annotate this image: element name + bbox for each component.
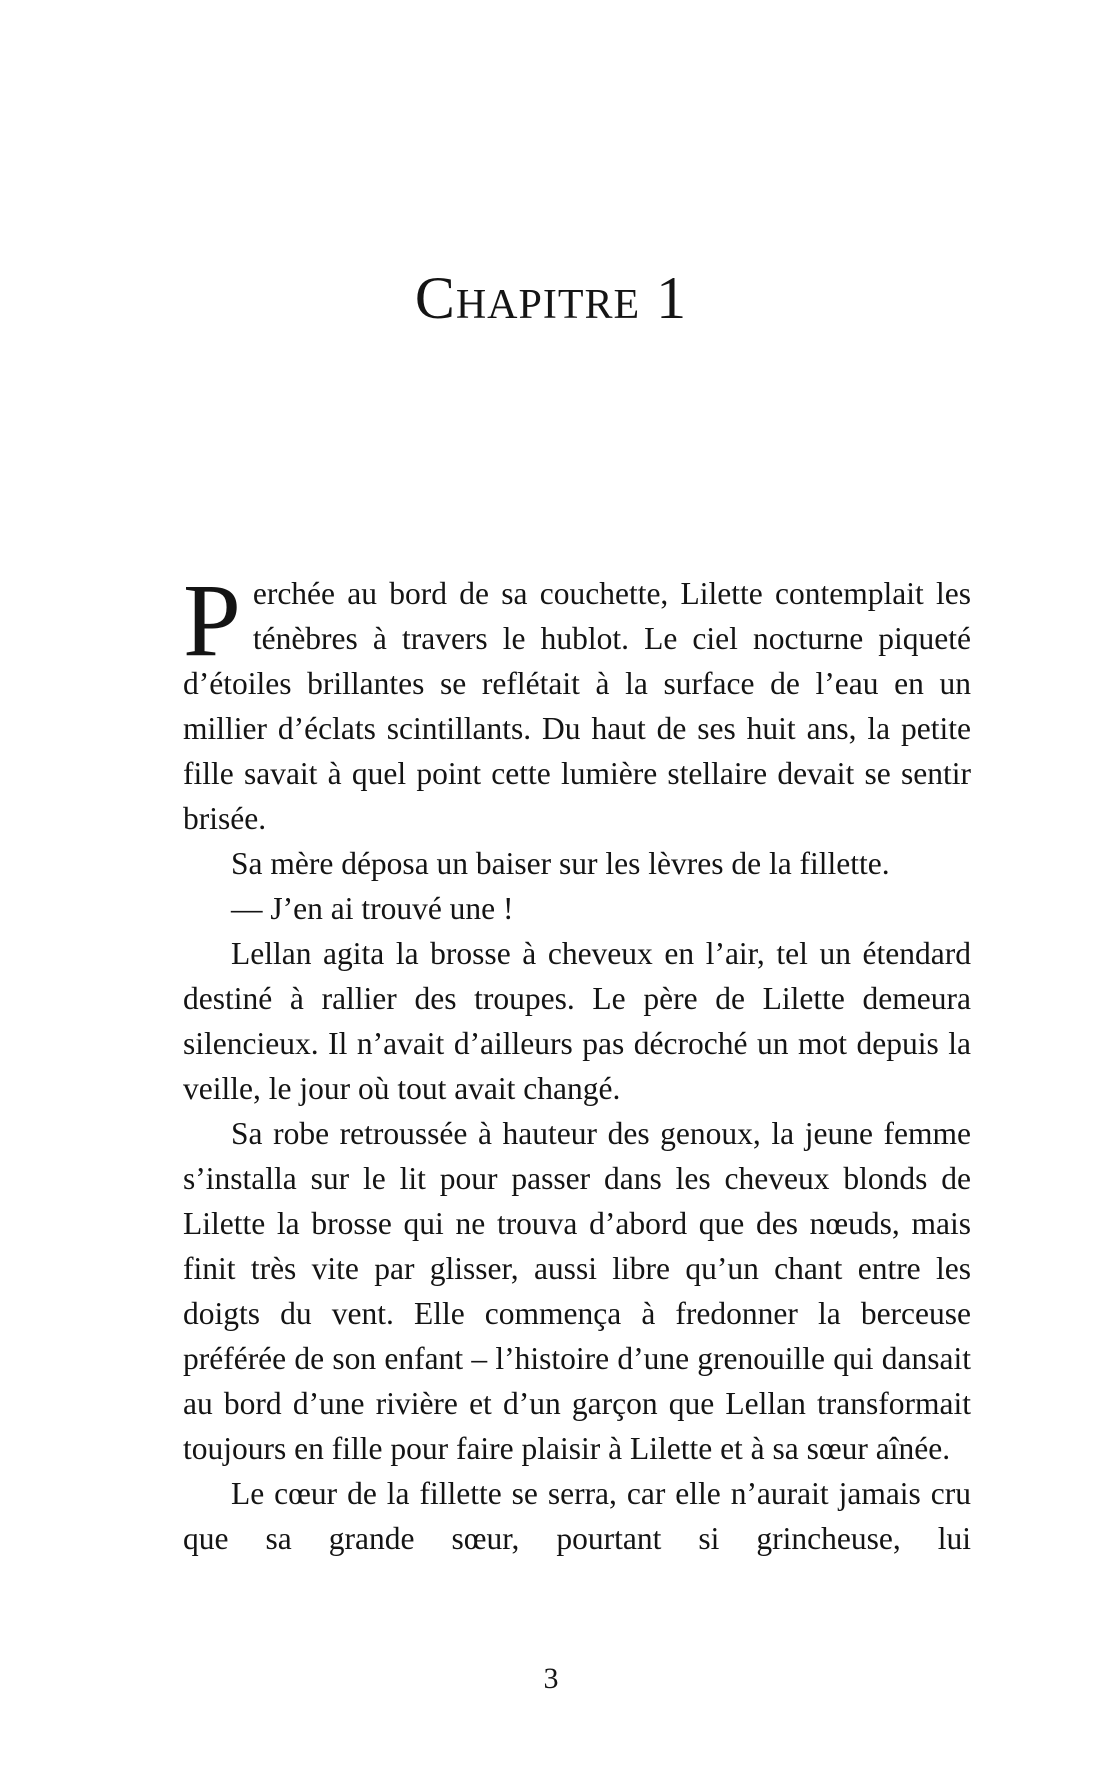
paragraph-1 [183,563,971,841]
chapter-title: Chapitre 1 [414,265,688,331]
paragraph-2: Sa mère déposa un baiser sur les lèvres de la fillette. [231,846,890,881]
paragraph-3-dialogue: — J’en ai trouvé une ! [231,891,514,926]
paragraph-4: Lellan agita la brosse à cheveux en l’air, tel un étendard destiné à rallier des troupes. Le père de Lilette demeura silencieux. Il n’avait d’ailleurs pas décroché un mot depuis la veille, le jour où tout avait changé. [183,936,971,1106]
drop-cap: P [183,563,241,678]
paragraph-5: Sa robe retroussée à hauteur des genoux, la jeune femme s’installa sur le lit pour passer dans les cheveux blonds de Lilette la brosse qui ne trouva d’abord que des nœuds, mais finit très vite par glisser, aussi libre qu’un chant entre les doigts du vent. Elle commença à fredonner la berceuse préférée de son enfant – l’histoire d’une grenouille qui dansait au bord d’une rivière et d’un garçon que Lellan transformait toujours en fille pour faire plaisir à Lilette et à sa sœur aînée. [183,1116,971,1466]
paragraph-1-text: erchée au bord de sa couchette, Lilette contemplait les ténèbres à travers le hublot. Le ciel nocturne piqueté d’étoiles brillantes se reflétait à la surface de l’eau en un millier d’éclats scintillants. Du haut de ses huit ans, la petite fille savait à quel point cette lumière stellaire devait se sentir brisée. [183,576,971,836]
paragraph-6: Le cœur de la fillette se serra, car elle n’aurait jamais cru que sa grande sœur, pourtant si grincheuse, lui [183,1476,971,1556]
chapter-body [183,563,971,1561]
page-number: 3 [543,1662,559,1695]
